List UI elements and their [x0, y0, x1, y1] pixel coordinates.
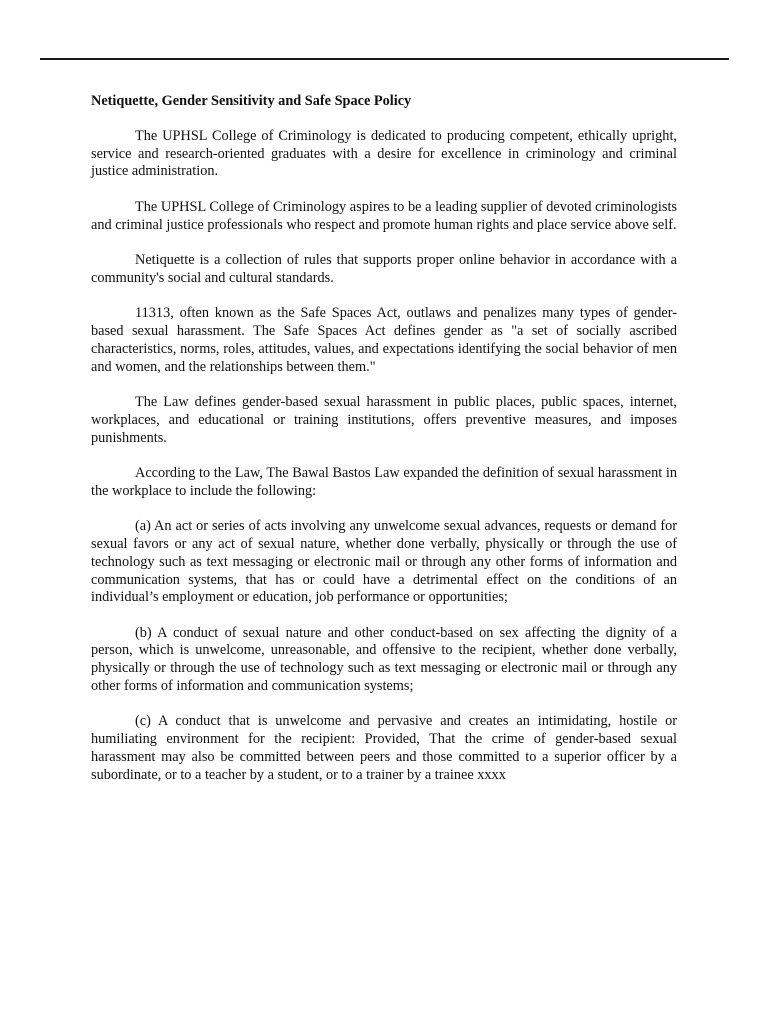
paragraph-law-definition: The Law defines gender-based sexual harassment in public places, public spaces, internet, workplaces, and educational or training institutions, offers preventive measures, and imposes punishments.: [91, 393, 677, 446]
document-title: Netiquette, Gender Sensitivity and Safe Space Policy: [91, 93, 412, 109]
paragraph-item-a: (a) An act or series of acts involving any unwelcome sexual advances, requests or demand for sexual favors or any act of sexual nature, whether done verbally, physically or through the use of technology such as text messaging or electronic mail or through any other forms of information and communication systems, that has or could have a detrimental effect on the conditions of an individual’s employment or education, job performance or opportunities;: [91, 518, 677, 606]
document-body: [91, 93, 677, 802]
paragraph-item-b: (b) A conduct of sexual nature and other conduct-based on sex affecting the dignity of a person, which is unwelcome, unreasonable, and offensive to the recipient, whether done verbally, physically or through the use of technology such as text messaging or electronic mail or through any other forms of information and communication systems;: [91, 624, 677, 695]
paragraph-safe-spaces-act: 11313, often known as the Safe Spaces Act, outlaws and penalizes many types of gender-based sexual harassment. The Safe Spaces Act defines gender as "a set of socially ascribed characteristics, norms, roles, attitudes, values, and expectations identifying the social behavior of men and women, and the relationships between them.": [91, 305, 677, 375]
header-rule: [40, 58, 729, 60]
paragraph-item-c: (c) A conduct that is unwelcome and pervasive and creates an intimidating, hostile or humiliating environment for the recipient: Provided, That the crime of gender-based sexual harassment may also be committed between peers and those committed to a superior officer by a subordinate, or to a teacher by a student, or to a trainer by a trainee xxxx: [91, 713, 677, 783]
paragraph-netiquette: Netiquette is a collection of rules that supports proper online behavior in accordance with a community's social and cultural standards.: [91, 251, 677, 286]
paragraph-bawal-bastos: According to the Law, The Bawal Bastos Law expanded the definition of sexual harassment in the workplace to include the following:: [91, 464, 677, 499]
paragraph-vision: The UPHSL College of Criminology aspires to be a leading supplier of devoted criminologists and criminal justice professionals who respect and promote human rights and place service above self.: [91, 198, 677, 233]
paragraph-mission: The UPHSL College of Criminology is dedicated to producing competent, ethically upright, service and research-oriented graduates with a desire for excellence in criminology and criminal justice administration.: [91, 127, 677, 180]
